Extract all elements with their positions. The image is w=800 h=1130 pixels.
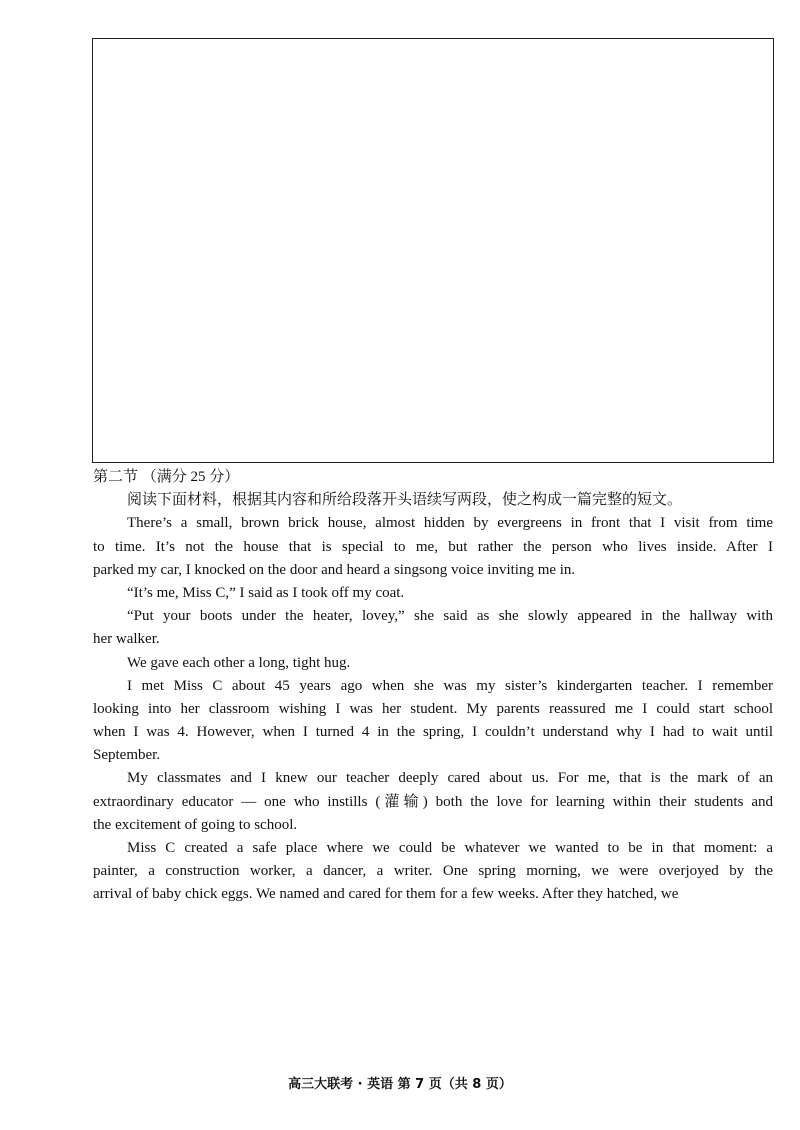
paragraph — [93, 837, 773, 907]
paragraph — [93, 582, 773, 605]
paragraph-line: looking into her classroom wishing I was her student. My parents reassured me I could start school — [93, 700, 773, 717]
paragraph-line: the excitement of going to school. — [93, 816, 298, 833]
paragraph-line: I met Miss C about 45 years ago when she was my sister’s kindergarten teacher. I remember — [127, 677, 773, 694]
paragraph-line: “It’s me, Miss C,” I said as I took off my coat. — [127, 584, 405, 601]
paragraph-line: September. — [93, 747, 161, 764]
passage — [93, 512, 773, 906]
paragraph-line: to time. It’s not the house that is special to me, but rather the person who lives inside. After I — [93, 538, 773, 555]
paragraph-line: We gave each other a long, tight hug. — [127, 654, 351, 671]
paragraph-line: There’s a small, brown brick house, almost hidden by evergreens in front that I visit from time — [127, 515, 773, 532]
section-instruction: 阅读下面材料，根据其内容和所给段落开头语续写两段，使之构成一篇完整的短文。 — [127, 492, 683, 509]
paragraph-line: “Put your boots under the heater, lovey,” she said as she slowly appeared in the hallway with — [127, 608, 773, 625]
section-heading: 第二节 （满分 25 分） — [93, 469, 240, 485]
paragraph-line: when I was 4. However, when I turned 4 in the spring, I couldn’t understand why I had to wait until — [93, 724, 773, 741]
paragraph-line: My classmates and I knew our teacher deeply cared about us. For me, that is the mark of an — [127, 770, 773, 787]
paragraph-line: Miss C created a safe place where we could be whatever we wanted to be in that moment: a — [127, 840, 773, 856]
paragraph — [93, 767, 773, 837]
paragraph-line: painter, a construction worker, a dancer, a writer. One spring morning, we were overjoyed by the — [93, 863, 773, 880]
paragraph — [93, 652, 773, 675]
paragraph — [93, 512, 773, 582]
paragraph-line: arrival of baby chick eggs. We named and cared for them for a few weeks. After they hatched, we — [93, 886, 679, 903]
paragraph — [93, 675, 773, 768]
page-footer: 高三大联考 · 英语 第 7 页（共 8 页） — [288, 1077, 512, 1092]
answer-writing-box[interactable] — [92, 38, 774, 463]
paragraph-line: parked my car, I knocked on the door and heard a singsong voice inviting me in. — [93, 561, 576, 578]
section-content — [93, 466, 773, 907]
paragraph-line: extraordinary educator — one who instills (灌输) both the love for learning within their students and — [93, 793, 773, 810]
paragraph-line: her walker. — [93, 631, 160, 648]
paragraph — [93, 605, 773, 651]
